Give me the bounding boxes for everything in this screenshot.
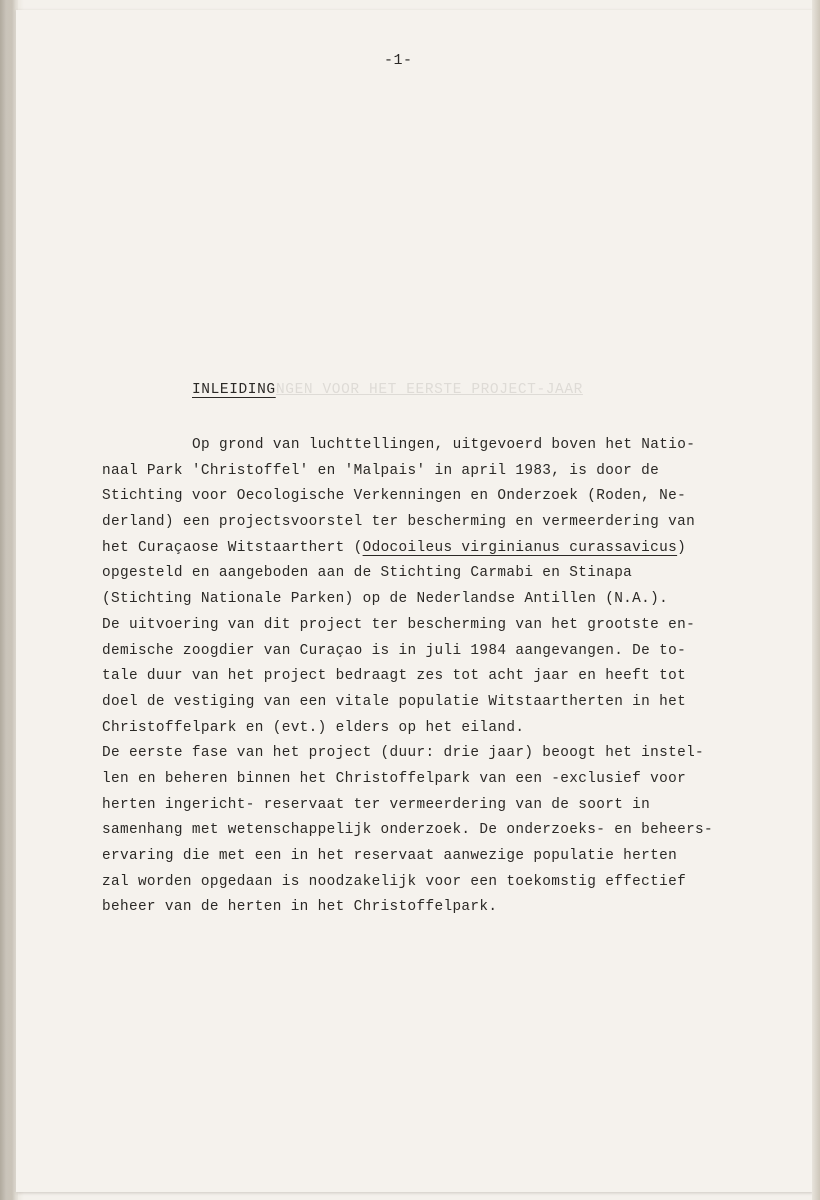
text-line: (Stichting Nationale Parken) op de Nederlandse Antillen (N.A.). [102, 591, 669, 608]
text-line: De uitvoering van dit project ter bescherming van het grootste en- [102, 616, 696, 633]
show-through-text: NGEN VOOR HET EERSTE PROJECT-JAAR [276, 382, 583, 398]
text-line: Op grond van luchttellingen, uitgevoerd boven het Natio- [192, 437, 696, 453]
text-line: zal worden opgedaan is noodzakelijk voor een toekomstig effectief [102, 873, 687, 890]
text-line: len en beheren binnen het Christoffelpark van een -exclusief voor [102, 770, 687, 787]
text-line: De eerste fase van het project (duur: drie jaar) beoogt het instel- [102, 745, 705, 762]
text-line-start: het Curaçaose Witstaarthert ( [102, 539, 363, 556]
text-line: ervaring die met een in het reservaat aanwezige populatie herten [102, 848, 678, 864]
page-number: -1- [384, 52, 413, 69]
document-page [16, 10, 812, 1192]
text-line: tale duur van het project bedraagt zes tot acht jaar en heeft tot [102, 668, 687, 685]
species-name: Odocoileus virginianus curassavicus [362, 539, 678, 556]
text-line: naal Park 'Christoffel' en 'Malpais' in april 1983, is door de [102, 462, 660, 479]
text-line [102, 536, 742, 562]
text-line: beheer van de herten in het Christoffelpark. [102, 899, 498, 916]
page-edge [812, 0, 820, 1200]
text-line: opgesteld en aangeboden aan de Stichting Carmabi en Stinapa [102, 565, 633, 582]
text-line: derland) een projectsvoorstel ter bescherming en vermeerdering van [102, 514, 696, 531]
text-line: doel de vestiging van een vitale populatie Witstaartherten in het [102, 693, 687, 710]
text-line: Stichting voor Oecologische Verkenningen en Onderzoek (Roden, Ne- [102, 488, 687, 505]
text-line: demische zoogdier van Curaçao is in juli 1984 aangevangen. De to- [102, 642, 687, 659]
text-line: herten ingericht- reservaat ter vermeerdering van de soort in [102, 796, 651, 813]
text-line: samenhang met wetenschappelijk onderzoek. De onderzoeks- en beheers- [102, 822, 714, 839]
section-heading: INLEIDING [192, 382, 276, 398]
text-line-end: ) [677, 539, 687, 556]
text-line: Christoffelpark en (evt.) elders op het eiland. [102, 719, 525, 736]
body-text [102, 433, 742, 921]
